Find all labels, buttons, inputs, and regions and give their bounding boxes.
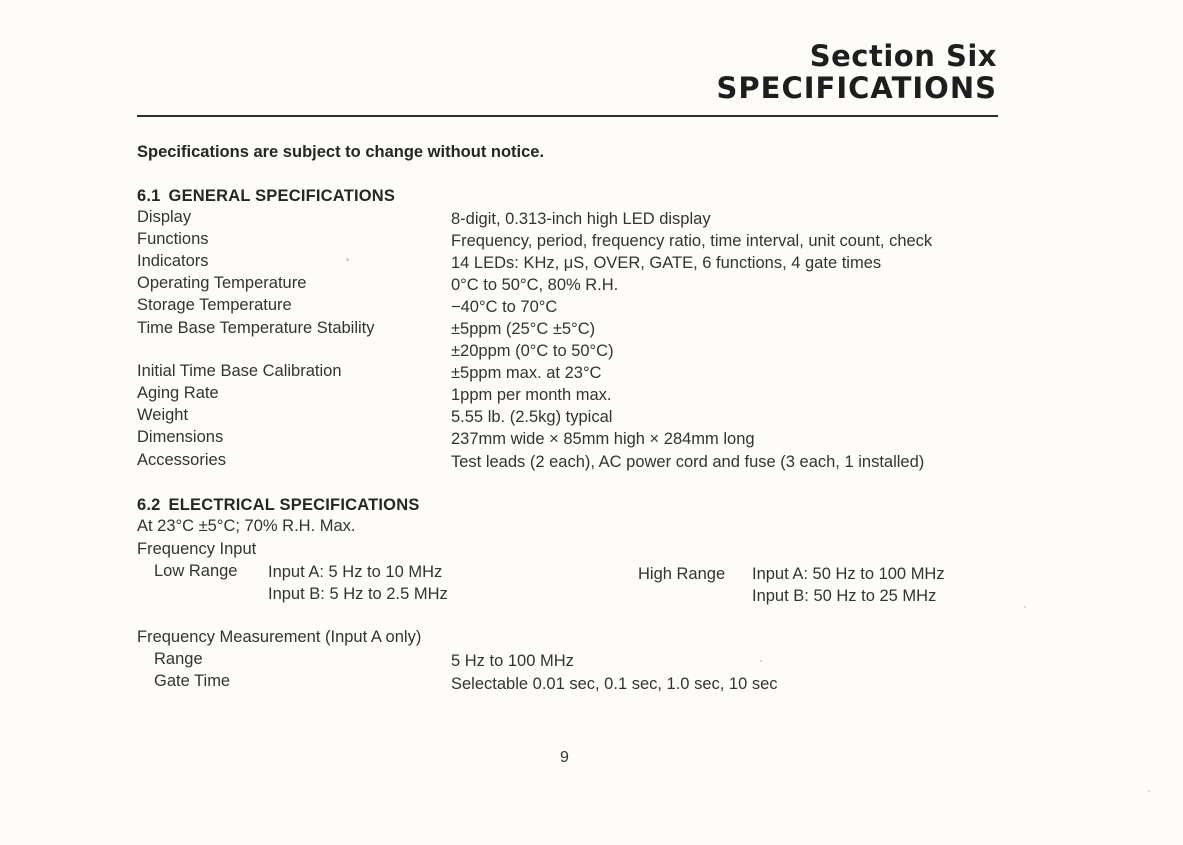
frequency-measurement-label: Frequency Measurement (Input A only) <box>137 628 422 646</box>
electrical-specs-heading <box>137 496 420 515</box>
section-number: Section Six <box>809 39 997 73</box>
spec-label-weight: Weight <box>137 406 189 424</box>
low-range-input-b: Input B: 5 Hz to 2.5 MHz <box>268 585 448 603</box>
spec-label-indicators: Indicators <box>137 252 209 270</box>
gate-time-label: Gate Time <box>154 672 231 690</box>
spec-value-accessories: Test leads (2 each), AC power cord and fuse (3 each, 1 installed) <box>451 453 925 471</box>
spec-value-dimensions: 237mm wide × 85mm high × 284mm long <box>451 430 755 448</box>
low-range-label: Low Range <box>154 562 238 580</box>
gate-time-value: Selectable 0.01 sec, 0.1 sec, 1.0 sec, 10 sec <box>451 675 778 693</box>
paper-speck <box>1148 790 1150 792</box>
electrical-conditions: At 23°C ±5°C; 70% R.H. Max. <box>137 517 356 535</box>
paper-speck <box>1024 606 1026 608</box>
frequency-input-label: Frequency Input <box>137 540 257 558</box>
spec-value-operating-temp: 0°C to 50°C, 80% R.H. <box>451 276 619 294</box>
spec-value-indicators: 14 LEDs: KHz, μS, OVER, GATE, 6 functions, 4 gate times <box>451 254 882 272</box>
spec-value-timebase-stability: ±5ppm (25°C ±5°C) <box>451 320 596 338</box>
spec-label-operating-temp: Operating Temperature <box>137 274 307 292</box>
spec-label-display: Display <box>137 208 192 226</box>
change-notice: Specifications are subject to change without notice. <box>137 143 545 161</box>
paper-speck <box>760 660 762 662</box>
page-number: 9 <box>560 749 569 766</box>
header-rule <box>137 115 998 117</box>
range-label: Range <box>154 650 203 668</box>
section-title-block <box>716 39 997 105</box>
low-range-input-a: Input A: 5 Hz to 10 MHz <box>268 563 443 581</box>
general-specs-heading <box>137 187 395 206</box>
paper-speck <box>346 258 349 261</box>
spec-label-storage-temp: Storage Temperature <box>137 296 292 314</box>
general-specs-title: GENERAL SPECIFICATIONS <box>168 187 396 205</box>
spec-value-weight: 5.55 lb. (2.5kg) typical <box>451 408 613 426</box>
spec-value-storage-temp: −40°C to 70°C <box>451 298 558 316</box>
spec-value-aging-rate: 1ppm per month max. <box>451 386 612 404</box>
high-range-label: High Range <box>638 565 726 583</box>
spec-value-initial-calibration: ±5ppm max. at 23°C <box>451 364 602 382</box>
electrical-specs-number: 6.2 <box>137 496 161 514</box>
spec-value-timebase-stability-2: ±20ppm (0°C to 50°C) <box>451 342 614 360</box>
high-range-input-a: Input A: 50 Hz to 100 MHz <box>752 565 945 583</box>
spec-label-functions: Functions <box>137 230 209 248</box>
spec-label-timebase-stability: Time Base Temperature Stability <box>137 319 375 337</box>
spec-value-display: 8-digit, 0.313-inch high LED display <box>451 210 711 228</box>
electrical-specs-title: ELECTRICAL SPECIFICATIONS <box>168 496 420 514</box>
range-value: 5 Hz to 100 MHz <box>451 652 574 670</box>
spec-label-initial-calibration: Initial Time Base Calibration <box>137 362 342 380</box>
general-specs-number: 6.1 <box>137 187 161 205</box>
high-range-input-b: Input B: 50 Hz to 25 MHz <box>752 587 937 605</box>
spec-value-functions: Frequency, period, frequency ratio, time interval, unit count, check <box>451 232 933 250</box>
spec-label-accessories: Accessories <box>137 451 226 469</box>
section-title: SPECIFICATIONS <box>716 71 997 105</box>
spec-label-aging-rate: Aging Rate <box>137 384 219 402</box>
spec-label-dimensions: Dimensions <box>137 428 224 446</box>
